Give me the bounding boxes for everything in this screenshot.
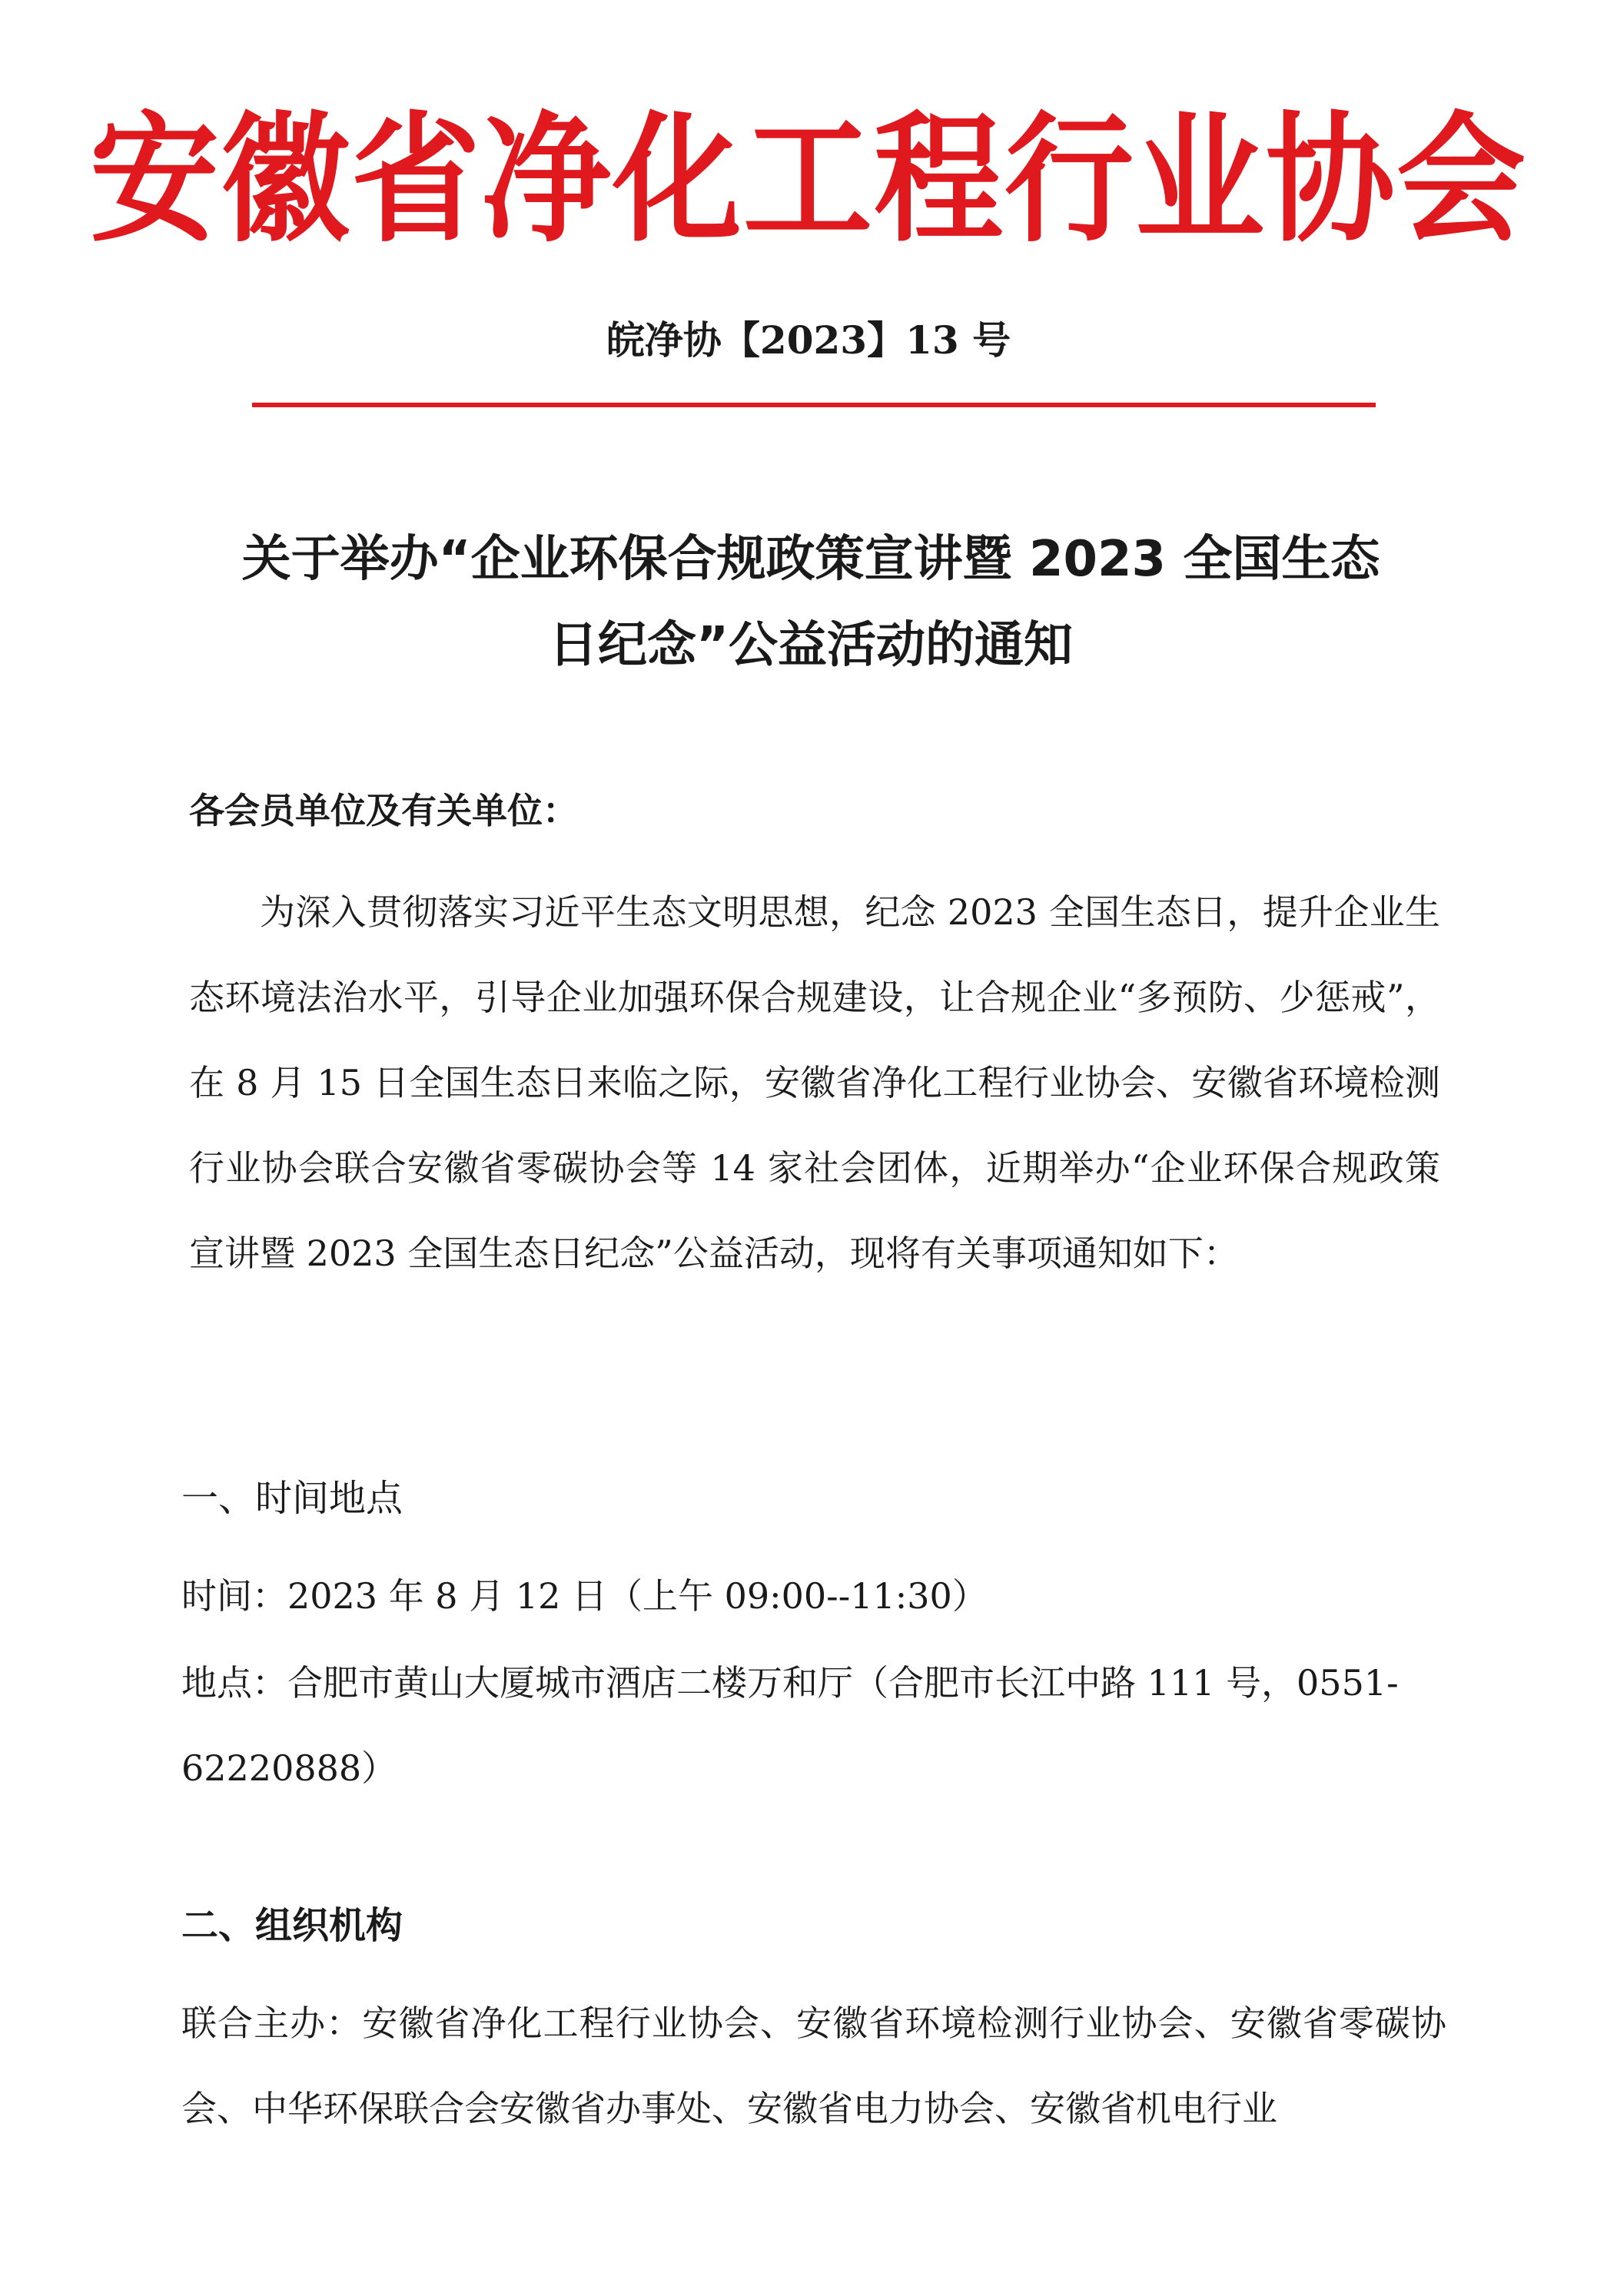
document-number: 皖净协【2023】13 号 bbox=[606, 317, 1011, 363]
intro-paragraph: 为深入贯彻落实习近平生态文明思想，纪念 2023 全国生态日，提升企业生态环境法治水平，引导企业加强环保合规建设，让合规企业“多预防、少惩戒”，在 8 月 15 日全国生态日来临之际，安徽省净化工程行业协会、安徽省环境检测行业协会联合安徽省零碳协会等 14 家社会团体，近期举办“企业环保合规政策宣讲暨 2023 全国生态日纪念”公益活动，现将有关事项通知如下： bbox=[189, 891, 1440, 1274]
red-divider-line bbox=[252, 403, 1376, 407]
organizers-paragraph: 联合主办：安徽省净化工程行业协会、安徽省环境检测行业协会、安徽省零碳协会、中华环保联合会安徽省办事处、安徽省电力协会、安徽省机电行业 bbox=[181, 2002, 1446, 2129]
section-heading-organizers: 二、组织机构 bbox=[181, 1904, 403, 1947]
salutation: 各会员单位及有关单位： bbox=[189, 790, 578, 831]
notice-title-line-1: 关于举办“企业环保合规政策宣讲暨 2023 全国生态 bbox=[241, 531, 1380, 588]
organization-header: 安徽省净化工程行业协会 bbox=[90, 98, 1527, 261]
event-place: 地点：合肥市黄山大厦城市酒店二楼万和厅（合肥市长江中路 111 号，0551-62220888） bbox=[181, 1662, 1399, 1789]
notice-title-line-2: 日纪念”公益活动的通知 bbox=[548, 617, 1074, 674]
event-time: 时间：2023 年 8 月 12 日（上午 09:00--11:30） bbox=[181, 1575, 988, 1617]
section-heading-time-place: 一、时间地点 bbox=[181, 1477, 403, 1520]
